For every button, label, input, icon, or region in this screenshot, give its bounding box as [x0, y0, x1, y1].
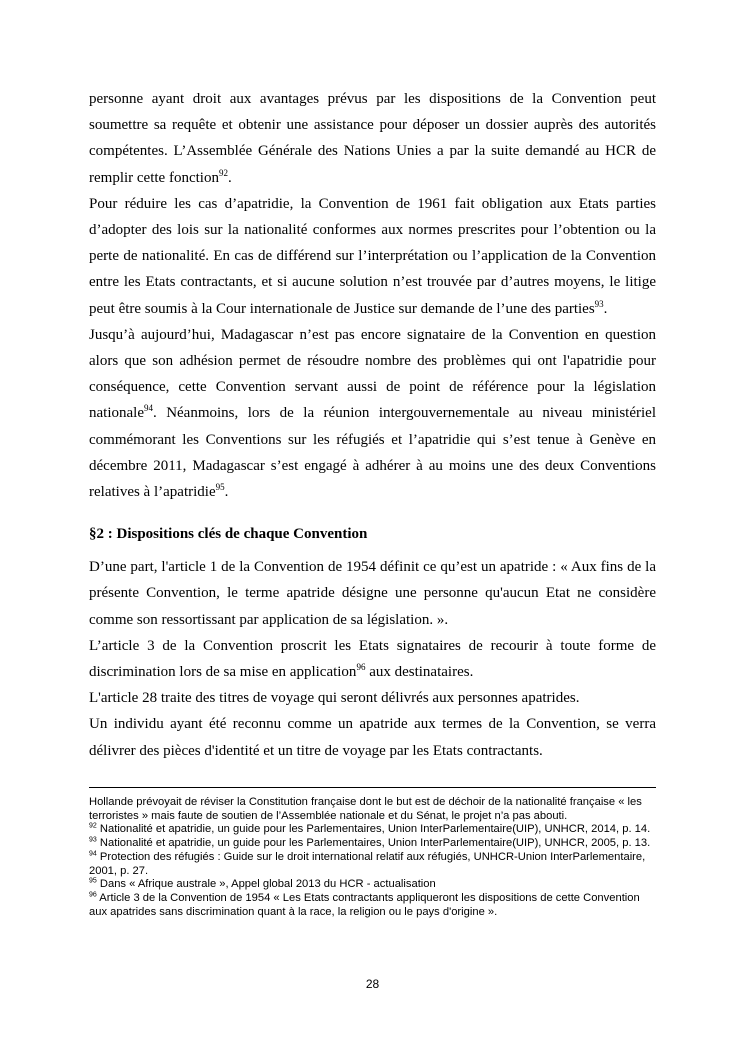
footnote-ref[interactable]: 94 [143, 403, 153, 414]
footnote: $^{95}$ Dans « Afrique australe », Appel global 2013 du HCR - actualisation [89, 877, 436, 891]
paragraph: Jusqu’à aujourd’hui, Madagascar n’est pas encore signataire de la Convention en question alors que son adhésion permet de résoudre nombre des problèmes qui ont l'apatridie pour conséquence, cette Convention servant aussi de point de référence pour la législation nationale$^{94}$. Néanmoins, lors de la réunion intergouvernementale au niveau ministériel commémorant les Conventions sur les réfugiés et l’apatridie qui s’est tenue à Genève en décembre 2011, Madagascar s’est engagé à adhérer à au moins une des deux Conventions relatives à l’apatridie$^{95}$. [89, 326, 656, 501]
footnote-ref[interactable]: 93 [594, 298, 604, 309]
footnote-number: 95 [89, 877, 97, 885]
section-heading: §2 : Dispositions clés de chaque Convention [89, 526, 368, 543]
footnote: $^{93}$ Nationalité et apatridie, un guide pour les Parlementaires, Union InterParlementaire(UIP), UNHCR, 2005, p. 13. [89, 836, 651, 850]
paragraph: L'article 28 traite des titres de voyage qui seront délivrés aux personnes apatrides. [89, 690, 580, 707]
page-number: 28 [365, 977, 380, 991]
footnote-continuation: Hollande prévoyait de réviser la Constitution française dont le but est de déchoir de la nationalité française « les terroristes » mais faute de soutien de l’Assemblée nationale et du Sénat, le projet n’a pas abouti. [89, 796, 642, 822]
paragraph: Pour réduire les cas d’apatridie, la Convention de 1961 fait obligation aux Etats parties d’adopter des lois sur la nationalité conformes aux normes prescrites pour l’obtention ou la perte de nationalité. En cas de différend sur l’interprétation ou l’application de la Convention entre les Etats contractants, et si aucune solution n’est trouvée par d’autres moyens, le litige peut être soumis à la Cour internationale de Justice sur demande de l’une des parties$^{93}$. [89, 195, 656, 317]
footnote-ref[interactable]: 95 [215, 482, 225, 493]
footnotes-section [89, 787, 656, 919]
footnote: $^{96}$ Article 3 de la Convention de 1954 « Les Etats contractants appliqueront les dispositions de cette Convention aux apatrides sans discrimination quant à la race, la religion ou le pays d'origine ». [89, 891, 640, 918]
document-body [89, 86, 656, 764]
paragraph: L’article 3 de la Convention proscrit les Etats signataires de recourir à toute forme de discrimination lors de sa mise en application$^{96}$ aux destinataires. [89, 637, 656, 681]
footnote-number: 94 [89, 850, 97, 858]
footnote: $^{92}$ Nationalité et apatridie, un guide pour les Parlementaires, Union InterParlementaire(UIP), UNHCR, 2014, p. 14. [89, 822, 651, 836]
footnote-ref[interactable]: 96 [356, 662, 366, 673]
paragraph: personne ayant droit aux avantages prévus par les dispositions de la Convention peut soumettre sa requête et obtenir une assistance pour déposer un dossier auprès des autorités compétentes. L’Assemblée Générale des Nations Unies a par la suite demandé au HCR de remplir cette fonction$^{92}$. [89, 91, 656, 186]
footnote-number: 93 [89, 836, 97, 844]
footnote-number: 92 [89, 822, 97, 830]
footnote-number: 96 [89, 891, 97, 899]
paragraph: D’une part, l'article 1 de la Convention de 1954 définit ce qu’est un apatride : « Aux fins de la présente Convention, le terme apatride désigne une personne qu'aucun Etat ne considère comme son ressortissant par application de sa législation. ». [89, 559, 656, 628]
footnote: $^{94}$ Protection des réfugiés : Guide sur le droit international relatif aux réfugiés, UNHCR-Union InterParlementaire, 2001, p. 27. [89, 850, 646, 877]
footnote-ref[interactable]: 92 [218, 167, 228, 178]
paragraph: Un individu ayant été reconnu comme un apatride aux termes de la Convention, se verra délivrer des pièces d'identité et un titre de voyage par les Etats contractants. [89, 716, 656, 759]
